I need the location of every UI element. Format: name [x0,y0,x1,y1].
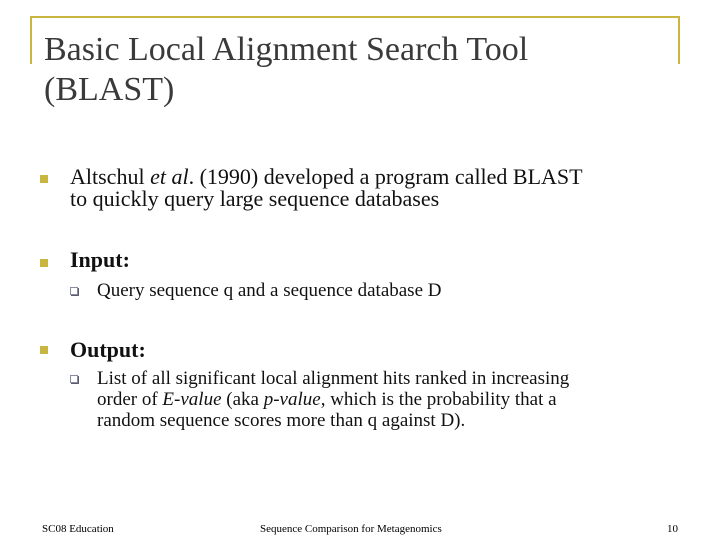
output-line-1: List of all significant local alignment hits ranked in increasing [97,368,570,389]
output-line-3: random sequence scores more than q against D). [97,410,466,431]
output-line-2-a: order of [97,389,163,410]
title-line-2: (BLAST) [44,71,175,108]
output-heading: Output: [70,337,146,362]
sub-bullet-checkbox-icon [70,375,78,383]
input-description: Query sequence q and a sequence database D [97,280,442,301]
bullet-square-icon [40,259,48,267]
bullet-1-line-2: to quickly query large sequence databases [70,186,440,211]
bullet-1-line-1 [70,166,583,188]
title-frame-left [30,16,32,64]
title-frame-right [678,16,680,64]
p-value-term: p-value [263,389,321,410]
input-heading: Input: [70,247,130,272]
bullet-square-icon [40,175,48,183]
output-line-2-c: , which is the probability that a [320,389,557,410]
title-frame-top [30,16,680,18]
output-line-2-b: (aka [221,389,264,410]
footer-left: SC08 Education [42,523,114,535]
bullet-1-text-a: Altschul [70,164,151,189]
footer-center: Sequence Comparison for Metagenomics [260,523,442,535]
page-number: 10 [667,523,678,535]
sub-bullet-checkbox-icon [70,287,78,295]
slide-title [44,30,664,110]
bullet-1-text-b: . (1990) developed a program called BLAST [188,164,583,189]
bullet-square-icon [40,346,48,354]
output-line-2 [97,390,557,410]
e-value-term: E-value [162,389,222,410]
title-line-1: Basic Local Alignment Search Tool [44,31,529,68]
bullet-1-italic: et al [150,164,189,189]
